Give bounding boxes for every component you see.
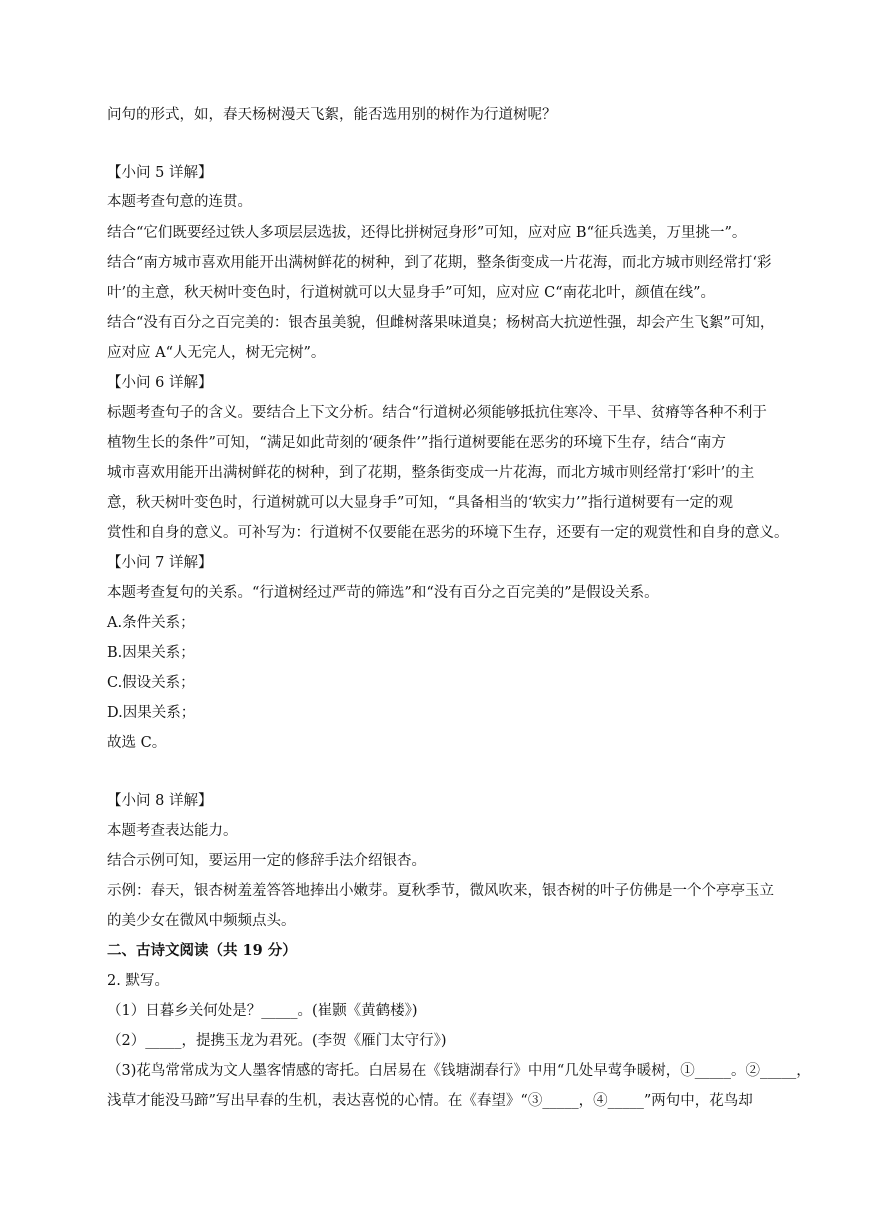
section-heading: 【小问 6 详解】 (107, 375, 213, 391)
text-line: 的美少女在微风中频频点头。 (107, 913, 296, 929)
option-line: B.因果关系； (107, 645, 195, 661)
question-item: （2）_____，提携玉龙为君死。(李贺《雁门太守行》) (107, 1033, 447, 1049)
text-line: 结合“南方城市喜欢用能开出满树鲜花的树种，到了花期，整条街变成一片花海，而北方城市则经常打‘彩 (107, 255, 772, 271)
question-item: （1）日暮乡关何处是？_____。(崔颢《黄鹤楼》) (107, 1003, 418, 1019)
text-line: 标题考查句子的含义。要结合上下文分析。结合“行道树必须能够抵抗住寒冷、干旱、贫瘠等各种不利于 (107, 405, 767, 421)
option-line: C.假设关系； (107, 675, 195, 691)
text-line: 结合“没有百分之百完美的：银杏虽美貌，但雌树落果味道臭；杨树高大抗逆性强，却会产生飞絮”可知， (107, 315, 775, 331)
text-line: 结合示例可知，要运用一定的修辞手法介绍银杏。 (107, 853, 426, 869)
answer-line: 故选 C。 (107, 735, 167, 751)
text-line: 植物生长的条件”可知，“满足如此苛刻的‘硬条件’”指行道树要能在恶劣的环境下生存，结合“南方 (107, 435, 726, 451)
option-line: A.条件关系； (107, 615, 195, 631)
question-item: 浅草才能没马蹄”写出早春的生机，表达喜悦的心情。在《春望》“③_____，④_____”两句中，花鸟却 (107, 1093, 753, 1109)
text-line: 结合“它们既要经过铁人多项层层选拔，还得比拼树冠身形”可知，应对应 B“征兵选美，万里挑一”。 (107, 225, 747, 241)
question-item: （3)花鸟常常成为文人墨客情感的寄托。白居易在《钱塘湖春行》中用“几处早莺争暖树，①_____。②_____， (107, 1063, 811, 1079)
section-heading: 【小问 7 详解】 (107, 555, 213, 571)
text-line: 本题考查复句的关系。“行道树经过严苛的筛选”和“没有百分之百完美的”是假设关系。 (107, 585, 659, 601)
section-heading: 【小问 5 详解】 (107, 165, 213, 181)
text-line: 本题考查句意的连贯。 (107, 194, 252, 210)
option-line: D.因果关系； (107, 705, 196, 721)
question-title: 2. 默写。 (107, 973, 169, 989)
text-line: 应对应 A“人无完人，树无完树”。 (107, 345, 326, 361)
text-line: 示例：春天，银杏树羞羞答答地捧出小嫩芽。夏秋季节，微风吹来，银杏树的叶子仿佛是一个个亭亭玉立 (107, 883, 774, 899)
text-line: 意，秋天树叶变色时，行道树就可以大显身手”可知，“具备相当的‘软实力’”指行道树要有一定的观 (107, 495, 733, 511)
text-line: 问句的形式，如，春天杨树漫天飞絮，能否选用别的树作为行道树呢？ (107, 107, 557, 123)
text-line: 城市喜欢用能开出满树鲜花的树种，到了花期，整条街变成一片花海，而北方城市则经常打‘彩叶’的主 (107, 465, 755, 481)
part-heading: 二、古诗文阅读（共 19 分） (107, 942, 297, 959)
text-line: 叶’的主意，秋天树叶变色时，行道树就可以大显身手”可知，应对应 C“南花北叶，颜值在线”。 (107, 285, 716, 301)
section-heading: 【小问 8 详解】 (107, 793, 213, 809)
text-line: 本题考查表达能力。 (107, 823, 238, 839)
text-line: 赏性和自身的意义。可补写为：行道树不仅要能在恶劣的环境下生存，还要有一定的观赏性和自身的意义。 (107, 525, 789, 541)
